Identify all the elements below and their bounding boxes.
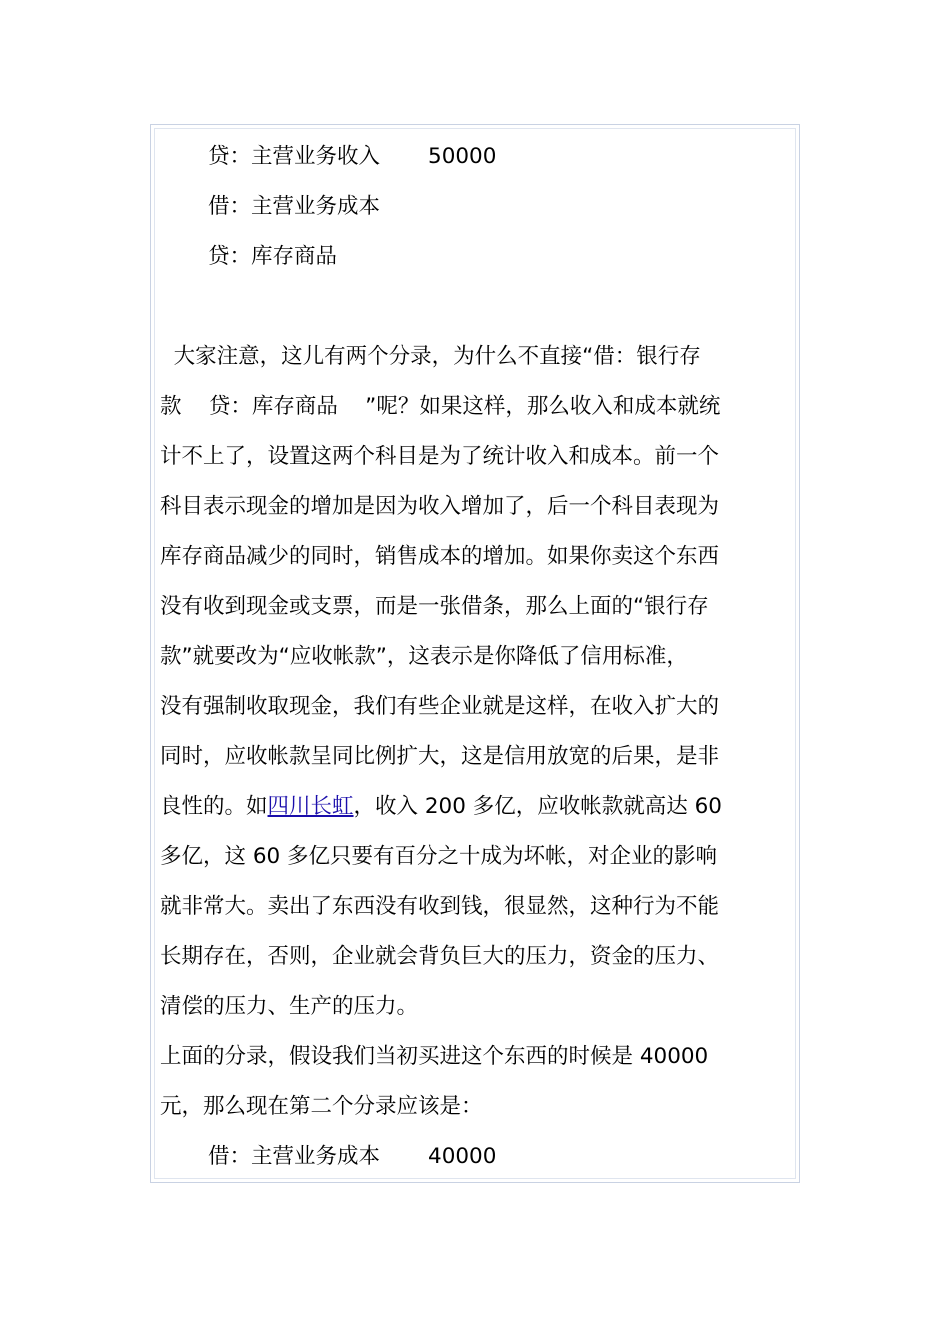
- paragraph-line-with-link: [160, 782, 790, 832]
- link-prefix: 良性的。如: [160, 794, 268, 819]
- journal-entry: [160, 232, 790, 282]
- paragraph-line: 同时，应收帐款呈同比例扩大，这是信用放宽的后果，是非: [160, 744, 720, 769]
- entry-amount: 50000: [428, 144, 497, 169]
- paragraph-line: 科目表示现金的增加是因为收入增加了，后一个科目表现为: [160, 494, 720, 519]
- paragraph-line: 清偿的压力、生产的压力。: [160, 994, 419, 1019]
- explanation-paragraph: [160, 332, 790, 1032]
- paragraph-line: 计不上了，设置这两个科目是为了统计收入和成本。前一个: [160, 444, 720, 469]
- paragraph-line: 大家注意，这儿有两个分录，为什么不直接“借：银行存: [160, 344, 701, 369]
- sichuan-changhong-link[interactable]: 四川长虹: [267, 794, 354, 819]
- paragraph-line: 款”就要改为“应收帐款”，这表示是你降低了信用标准，: [160, 644, 688, 669]
- entry-text: 贷：库存商品: [208, 244, 338, 269]
- paragraph-line: 就非常大。卖出了东西没有收到钱，很显然，这种行为不能: [160, 894, 720, 919]
- entry-amount: 40000: [428, 1144, 497, 1169]
- link-suffix: ，收入 200 多亿，应收帐款就高达 60: [353, 794, 722, 819]
- paragraph-line: 没有收到现金或支票，而是一张借条，那么上面的“银行存: [160, 594, 709, 619]
- document-content: [160, 132, 790, 1182]
- paragraph-line: 款 贷：库存商品 ”呢？如果这样，那么收入和成本就统: [160, 394, 721, 419]
- journal-entry: [160, 182, 790, 232]
- journal-entry: [160, 1132, 790, 1182]
- entry-text: 贷：主营业务收入: [208, 144, 381, 169]
- paragraph-line: 没有强制收取现金，我们有些企业就是这样，在收入扩大的: [160, 694, 720, 719]
- paragraph-line: 库存商品减少的同时，销售成本的增加。如果你卖这个东西: [160, 544, 720, 569]
- journal-entry: [160, 132, 790, 182]
- blank-line: [160, 282, 790, 332]
- paragraph-line: 长期存在，否则，企业就会背负巨大的压力，资金的压力、: [160, 944, 720, 969]
- paragraph-line: 上面的分录，假设我们当初买进这个东西的时候是 40000: [160, 1044, 709, 1069]
- paragraph-line: 元，那么现在第二个分录应该是：: [160, 1094, 483, 1119]
- entry-text: 借：主营业务成本: [208, 1144, 381, 1169]
- second-paragraph: [160, 1032, 790, 1132]
- paragraph-line: 多亿，这 60 多亿只要有百分之十成为坏帐，对企业的影响: [160, 844, 718, 869]
- entry-text: 借：主营业务成本: [208, 194, 381, 219]
